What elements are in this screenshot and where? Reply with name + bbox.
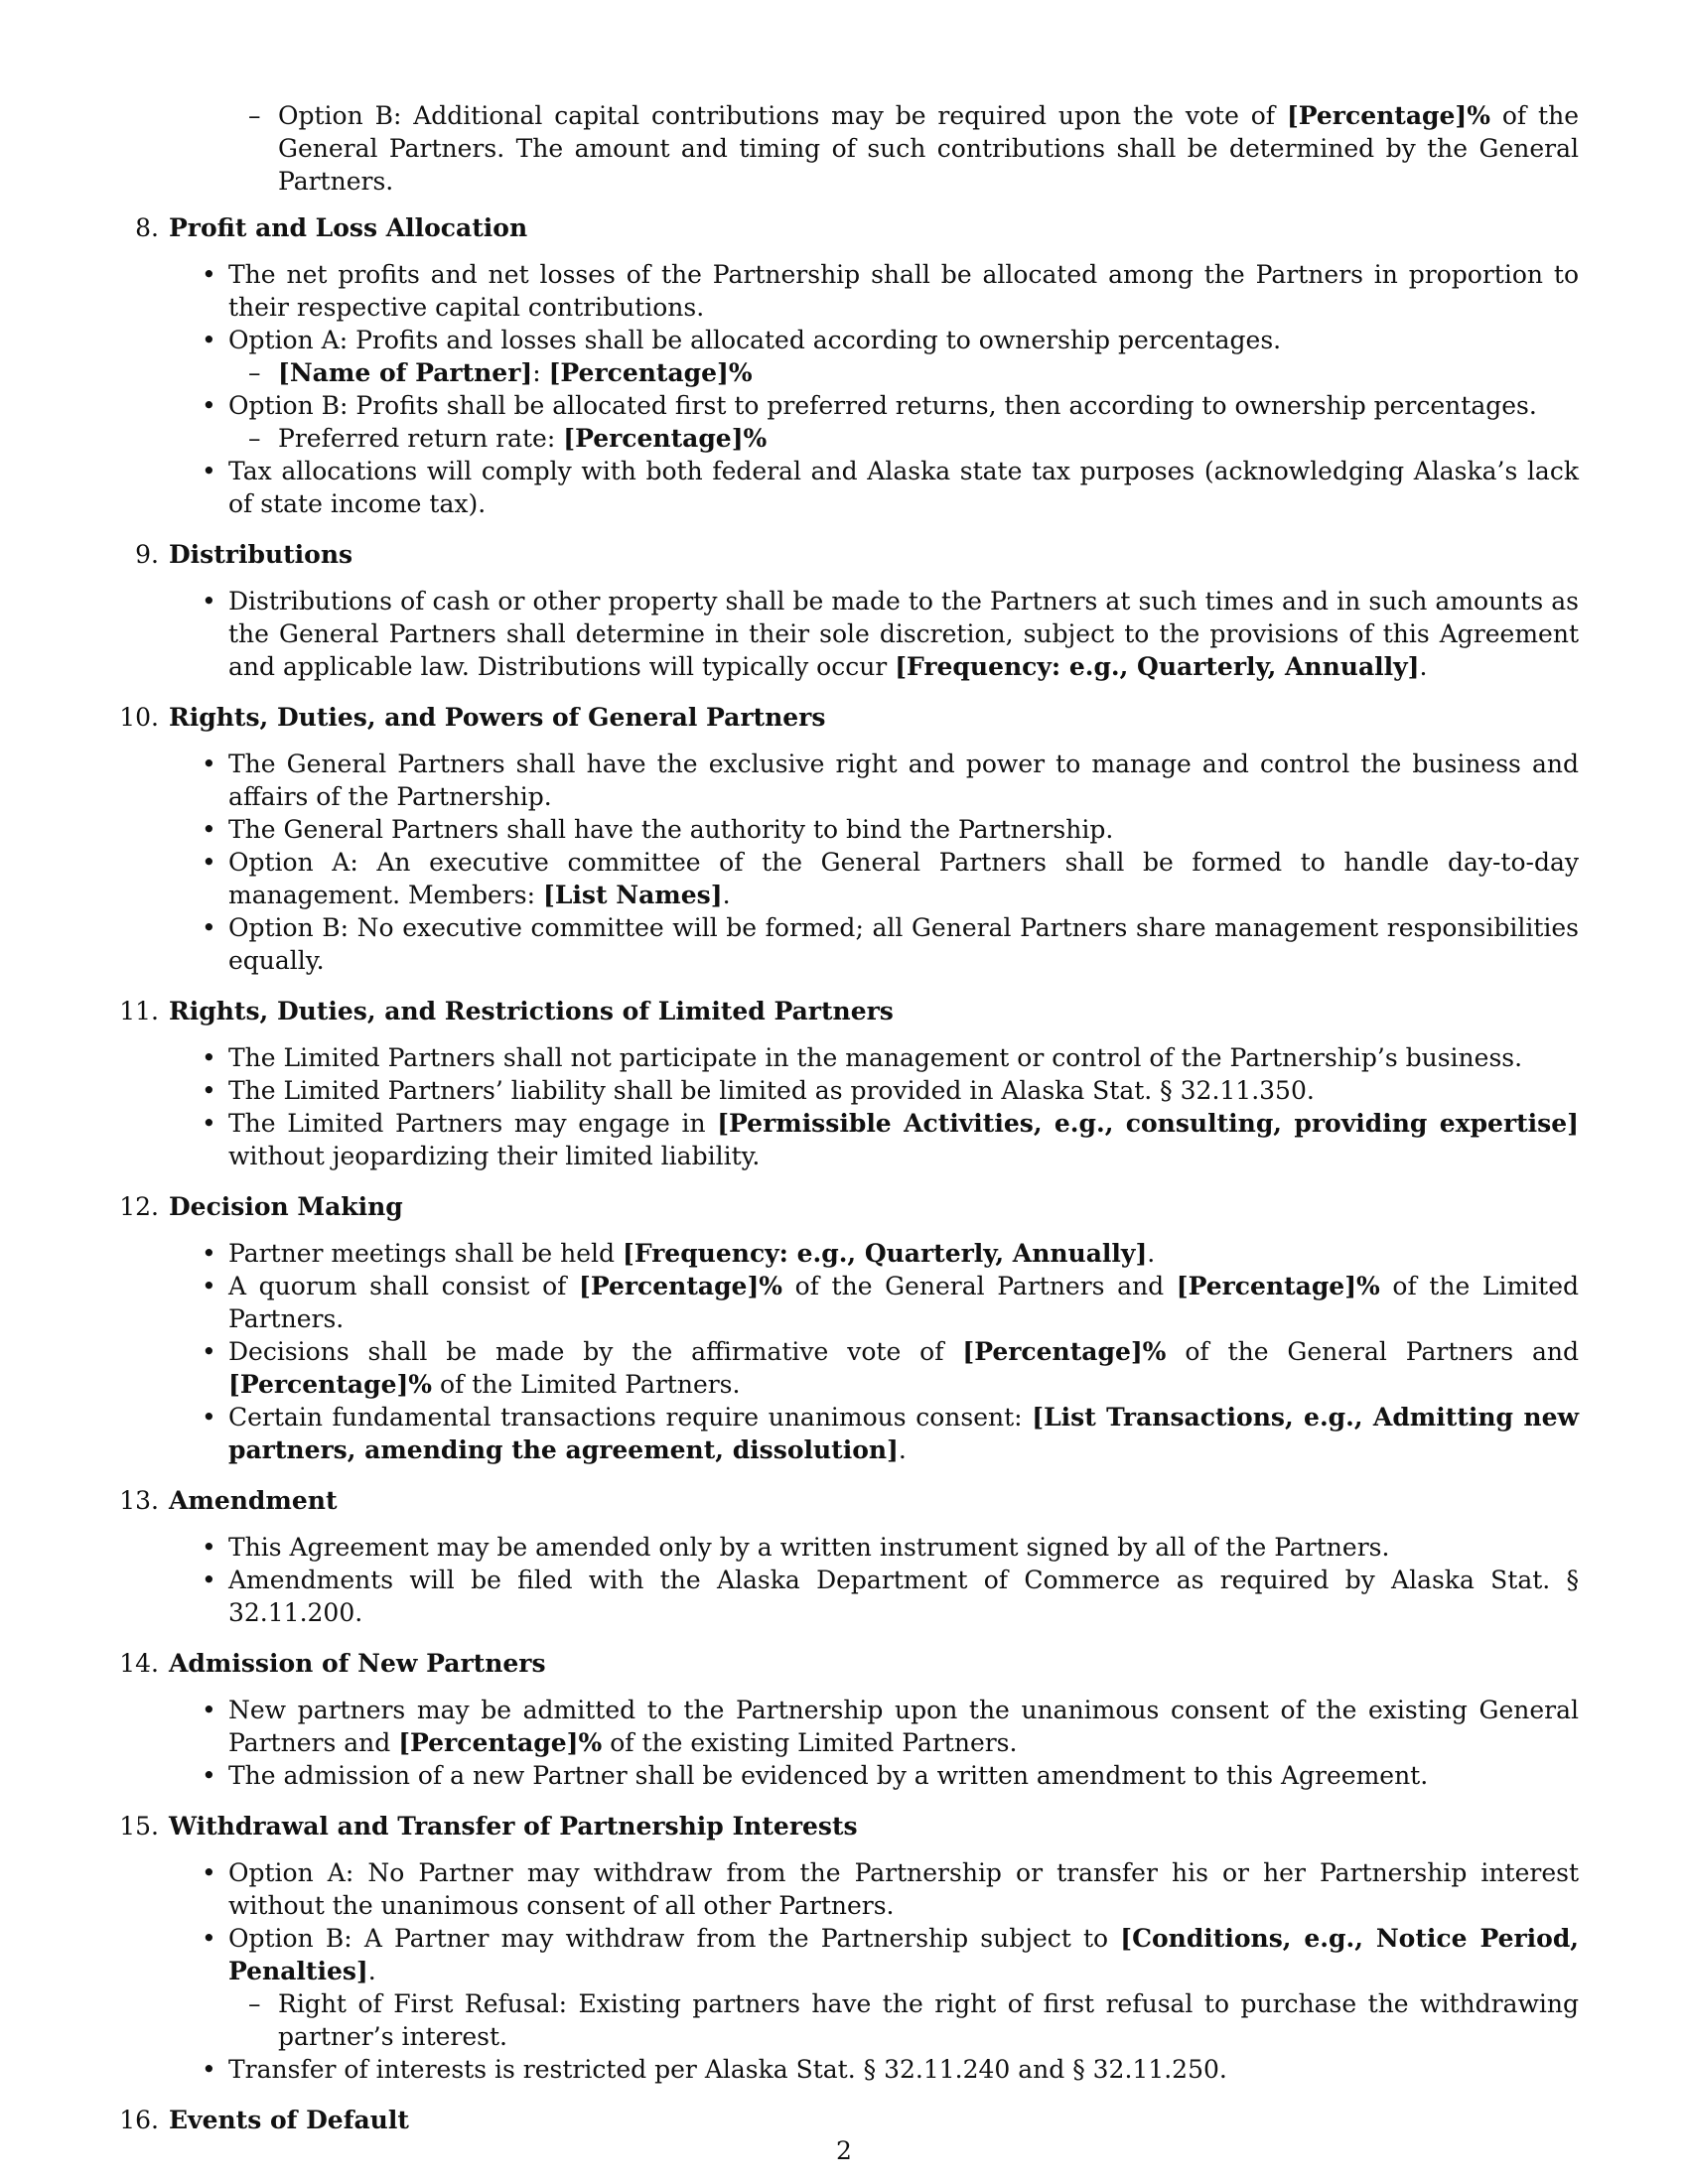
list-item-text: Partner meetings shall be held [228,1239,623,1268]
section-heading [109,1810,1599,1843]
list-item-text: Transfer of interests is restricted per Alaska Stat. § 32.11.240 and § 32.11.250. [228,2055,1227,2084]
list-item-text: of the Limited Partners. [432,1370,741,1399]
section-10 [109,701,1599,977]
list-item-text: of the Limited Partners. [228,1272,1580,1333]
bullet-marker: • [202,326,216,354]
list-item-text: The Limited Partners may engage in [228,1109,718,1138]
list-item-text: The Limited Partners shall not participate in the management or control of the Partnership’s business. [228,1043,1523,1072]
section-13 [109,1484,1599,1629]
sub-item-text: Right of First Refusal: Existing partners have the right of first refusal to purchase the withdrawing partner’s interest. [278,1989,1579,2051]
section-heading [109,1647,1599,1680]
list-item-text: without jeopardizing their limited liability. [228,1142,761,1170]
bullet-marker: • [202,1337,216,1366]
list-item-text: Option A: No Partner may withdraw from the Partnership or transfer his or her Partnership interest without the unanimous consent of all other Partners. [228,1858,1579,1920]
list-item-text: . [722,881,731,909]
section-number: 16. [119,2106,159,2134]
bullet-marker: • [202,913,216,942]
list-item-text: A quorum shall consist of [228,1272,579,1300]
section-12 [109,1190,1599,1466]
section-title: Decision Making [169,1192,403,1221]
list-item-text: This Agreement may be amended only by a written instrument signed by all of the Partners. [228,1533,1390,1562]
sub-item [109,356,1579,389]
list-item [109,1759,1579,1792]
list-item-text: . [898,1435,907,1464]
list-item-text: of the General Partners and [1166,1337,1579,1366]
bullet-marker: • [202,587,216,615]
section-number: 10. [119,703,159,732]
section-8 [109,211,1599,520]
list-item [109,1694,1579,1759]
section-15 [109,1810,1599,2086]
list-item-text: The General Partners shall have the exclusive right and power to manage and control the business and affairs of the Partnership. [228,750,1579,811]
sub-item-label: Preferred return rate: [278,424,564,453]
dash-marker: – [248,424,261,453]
section-heading [109,2104,1599,2136]
bullet-marker: • [202,1043,216,1072]
placeholder-names: [List Names] [543,881,723,909]
section-heading [109,1484,1599,1517]
section-heading [109,211,1599,244]
list-item-text: Amendments will be filed with the Alaska Department of Commerce as required by Alaska Stat. § 32.11.200. [228,1566,1579,1627]
section-title: Rights, Duties, and Powers of General Partners [169,703,826,732]
bullet-marker: • [202,1533,216,1562]
bullet-marker: • [202,260,216,289]
bullet-marker: • [202,457,216,485]
bullet-marker: • [202,391,216,420]
section-heading [109,701,1599,734]
list-item [109,1107,1579,1172]
section-heading [109,1190,1599,1223]
bullet-marker: • [202,2055,216,2084]
section-number: 12. [119,1192,159,1221]
list-item [109,455,1579,520]
carryover-text-a: Option B: Additional capital contributions may be required upon the vote of [278,101,1287,130]
list-item-text: of the General Partners and [782,1272,1177,1300]
list-item [109,911,1579,977]
list-item-text: . [1419,652,1428,681]
list-item-text: . [1147,1239,1156,1268]
list-item [109,585,1579,683]
placeholder-transactions: [List Transactions, e.g., Admitting new partners, amending the agreement, dissolution] [228,1403,1579,1464]
bullet-marker: • [202,1109,216,1138]
placeholder-percentage: [Percentage]% [962,1337,1167,1366]
section-title: Admission of New Partners [169,1649,546,1678]
section-number: 11. [119,997,159,1025]
list-item-text: The General Partners shall have the authority to bind the Partnership. [228,815,1114,844]
dash-marker: – [248,358,261,387]
list-item [109,1237,1579,1270]
list-item [109,1564,1579,1629]
list-item [109,1074,1579,1107]
dash-marker: – [248,1989,261,2018]
list-item [109,1335,1579,1401]
carryover-text-c: of the General Partners. The amount and timing of such contributions shall be determined by the General Partners. [278,101,1579,196]
section-number: 14. [119,1649,159,1678]
bullet-marker: • [202,1272,216,1300]
bullet-marker: • [202,1924,216,1953]
bullet-marker: • [202,1239,216,1268]
bullet-marker: • [202,750,216,778]
placeholder-percentage: [Percentage]% [1286,101,1490,130]
document-body [109,99,1599,2150]
list-item-text: New partners may be admitted to the Partnership upon the unanimous consent of the existing General Partners and [228,1696,1579,1757]
section-number: 8. [135,213,159,242]
bullet-marker: • [202,815,216,844]
list-item [109,846,1579,911]
placeholder-percentage: [Percentage]% [228,1370,433,1399]
placeholder-percentage: [Percentage]% [563,424,768,453]
list-item [109,1531,1579,1564]
list-item-text: . [367,1957,376,1985]
bullet-marker: • [202,1761,216,1790]
list-item [109,1041,1579,1074]
list-item-text: Option A: Profits and losses shall be allocated according to ownership percentages. [228,326,1282,354]
list-item [109,258,1579,324]
placeholder-percentage: [Percentage]% [398,1728,603,1757]
section-title: Distributions [169,540,353,569]
list-item-text: Certain fundamental transactions require unanimous consent: [228,1403,1033,1432]
page-number: 2 [836,2136,852,2165]
section-title: Amendment [169,1486,338,1515]
placeholder-percentage: [Percentage]% [548,358,753,387]
list-item-text: Tax allocations will comply with both federal and Alaska state tax purposes (acknowledging Alaska’s lack of state income tax). [228,457,1579,518]
list-item-text: of the existing Limited Partners. [602,1728,1018,1757]
list-item [109,1401,1579,1466]
list-item-text: Option B: A Partner may withdraw from the Partnership subject to [228,1924,1121,1953]
list-item-text: The Limited Partners’ liability shall be limited as provided in Alaska Stat. § 32.11.350. [228,1076,1315,1105]
list-item [109,1922,1579,1987]
sub-item [109,1987,1579,2053]
sub-item [109,422,1579,455]
section-title: Rights, Duties, and Restrictions of Limited Partners [169,997,894,1025]
placeholder-percentage: [Percentage]% [578,1272,783,1300]
placeholder-conditions: [Conditions, e.g., Notice Period, Penalties] [228,1924,1579,1985]
section-14 [109,1647,1599,1792]
section-title: Withdrawal and Transfer of Partnership Interests [169,1812,858,1841]
section-title: Events of Default [169,2106,409,2134]
separator-text: : [532,358,549,387]
placeholder-frequency: [Frequency: e.g., Quarterly, Annually] [622,1239,1148,1268]
list-item [109,389,1579,422]
bullet-marker: • [202,1403,216,1432]
section-number: 13. [119,1486,159,1515]
list-item [109,1270,1579,1335]
list-item [109,748,1579,813]
section-heading [109,995,1599,1027]
list-item [109,1856,1579,1922]
list-item [109,324,1579,356]
placeholder-activities: [Permissible Activities, e.g., consulting, providing expertise] [717,1109,1579,1138]
list-item-text: Option B: Profits shall be allocated first to preferred returns, then according to ownership percentages. [228,391,1537,420]
list-item-text: The net profits and net losses of the Partnership shall be allocated among the Partners in proportion to their respective capital contributions. [228,260,1579,322]
bullet-marker: • [202,1076,216,1105]
list-item [109,2053,1579,2086]
placeholder-partner-name: [Name of Partner] [278,358,533,387]
section-heading [109,538,1599,571]
list-item-text: Option B: No executive committee will be formed; all General Partners share management responsibilities equally. [228,913,1579,975]
placeholder-percentage: [Percentage]% [1176,1272,1380,1300]
placeholder-frequency: [Frequency: e.g., Quarterly, Annually] [895,652,1420,681]
list-item-text: Decisions shall be made by the affirmative vote of [228,1337,963,1366]
section-11 [109,995,1599,1172]
list-item [109,813,1579,846]
section-16 [109,2104,1599,2136]
bullet-marker: • [202,1566,216,1594]
bullet-marker: • [202,1858,216,1887]
list-item-text: Distributions of cash or other property shall be made to the Partners at such times and in such amounts as the General Partners shall determine in their sole discretion, subject to the provisions of this Agreement and applicable law. Distributions will typically occur [228,587,1579,681]
list-item-text: Option A: An executive committee of the General Partners shall be formed to handle day-to-day management. Members: [228,848,1579,909]
section-title: Profit and Loss Allocation [169,213,528,242]
bullet-marker: • [202,1696,216,1724]
section-number: 15. [119,1812,159,1841]
section-9 [109,538,1599,683]
bullet-marker: • [202,848,216,877]
dash-marker: – [248,101,261,130]
section-number: 9. [135,540,159,569]
list-item-text: The admission of a new Partner shall be evidenced by a written amendment to this Agreement. [228,1761,1429,1790]
carryover-sub-item [109,99,1579,198]
